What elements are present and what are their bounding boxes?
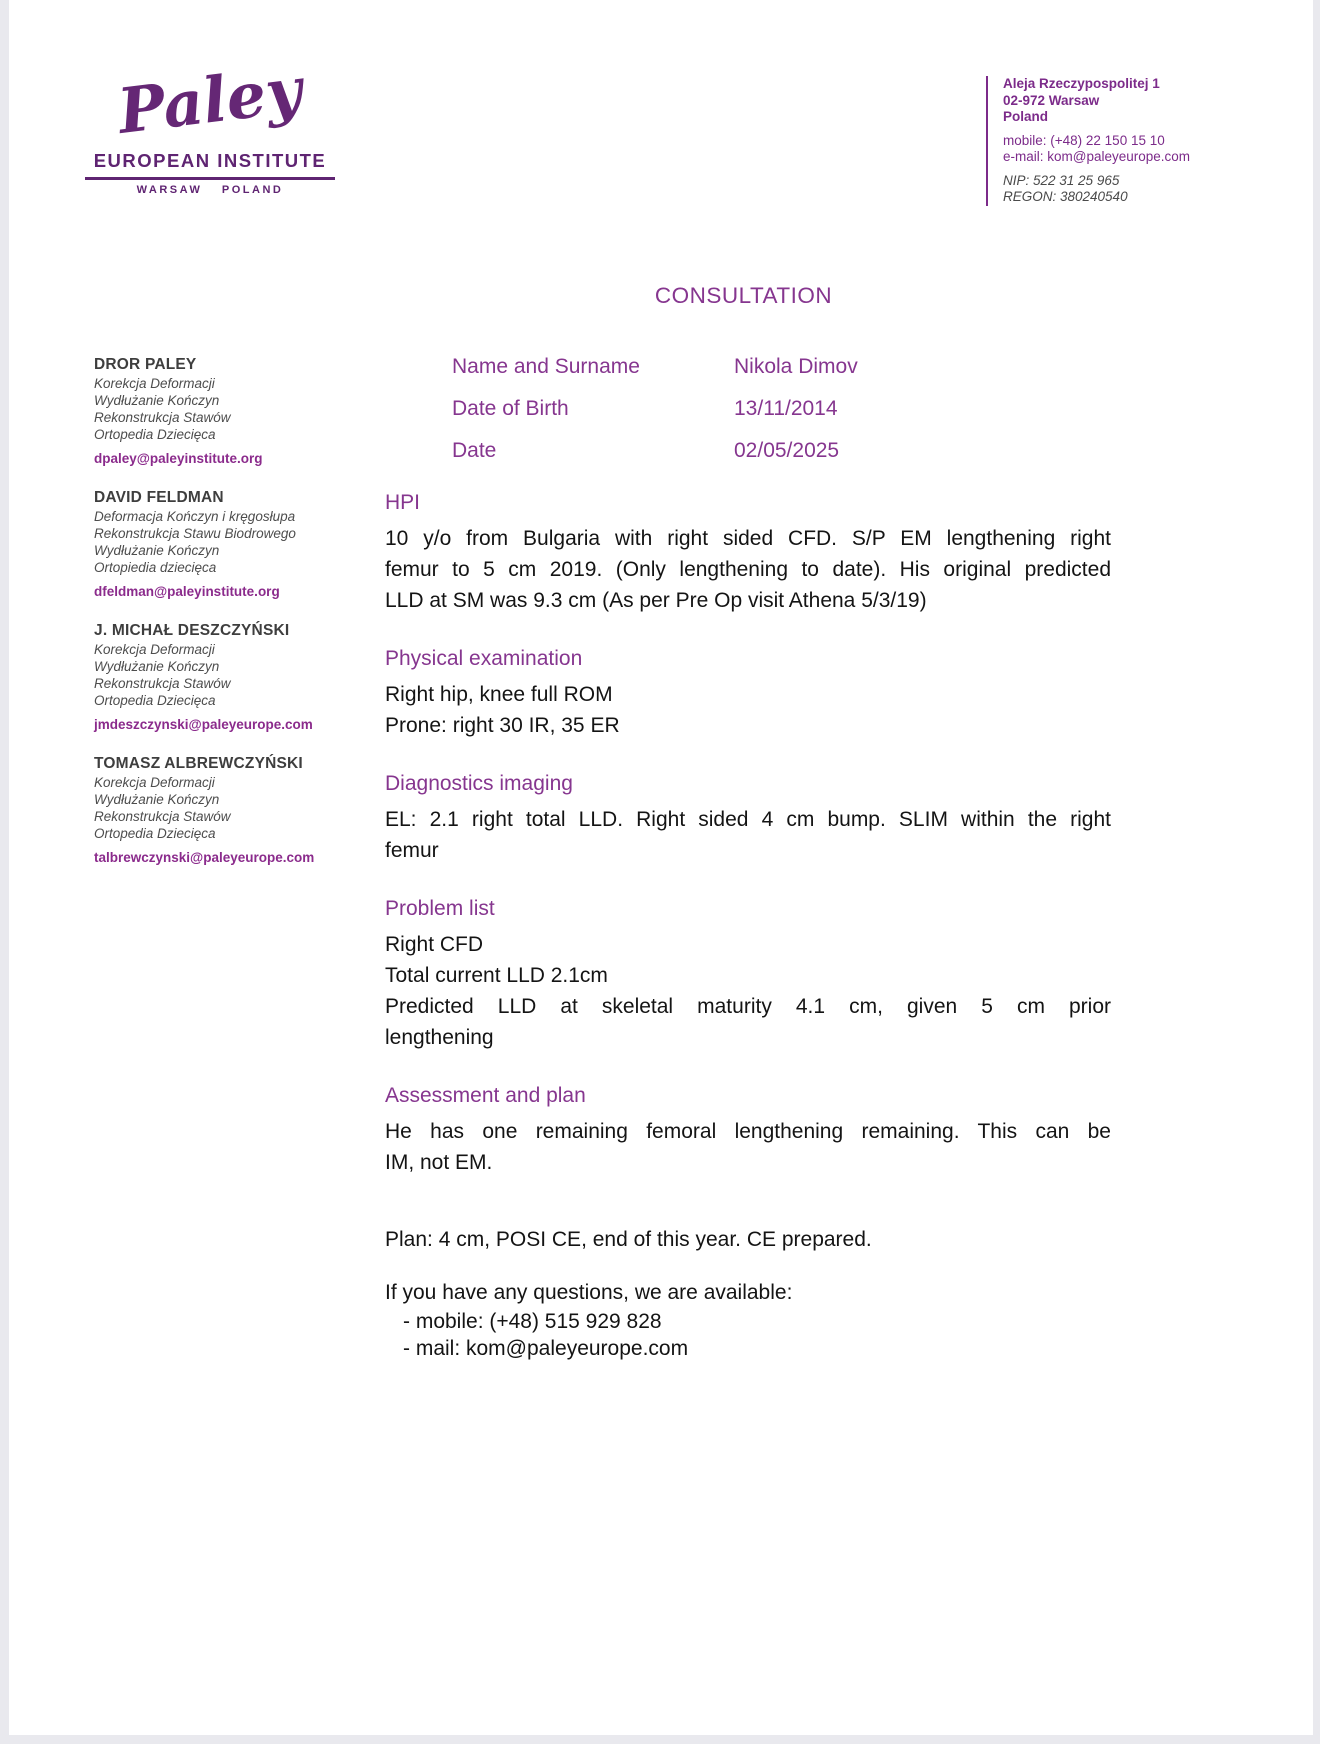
patient-field-label: Date of Birth [452, 397, 569, 420]
document-page [9, 0, 1313, 1735]
logo-location-text: WARSAW POLAND [136, 184, 284, 196]
doctor-name: TOMASZ ALBREWCZYŃSKI [94, 755, 303, 772]
doctor-specialty: Rekonstrukcja Stawów [94, 676, 231, 691]
patient-field-label: Name and Surname [452, 355, 640, 378]
diagnostics-text: EL: 2.1 right total LLD. Right sided 4 cm bump. SLIM within the right [385, 808, 1111, 831]
doctor-specialty: Rekonstrukcja Stawów [94, 809, 231, 824]
section-heading-diagnostics: Diagnostics imaging [385, 772, 573, 795]
section-heading-assessment: Assessment and plan [385, 1084, 586, 1107]
section-heading-physical: Physical examination [385, 647, 583, 670]
doctor-specialty: Deformacja Kończyn i kręgosłupa [94, 509, 296, 524]
doctor-card [94, 355, 374, 467]
document-title: CONSULTATION [654, 283, 833, 308]
physical-text: Right hip, knee full ROM [385, 683, 613, 706]
assessment-text: He has one remaining femoral lengthening remaining. This can be [385, 1120, 1111, 1143]
doctor-specialty: Wydłużanie Kończyn [94, 393, 220, 408]
contact-nip: NIP: 522 31 25 965 [1003, 172, 1120, 188]
doctor-specialty: Ortopedia Dziecięca [94, 427, 216, 442]
doctor-specialty: Rekonstrukcja Stawów [94, 410, 231, 425]
doctor-email-link[interactable]: dfeldman@paleyinstitute.org [94, 584, 280, 599]
paley-logo [85, 53, 335, 196]
patient-field-value: 13/11/2014 [734, 397, 838, 420]
doctor-specialty: Korekcja Deformacji [94, 642, 215, 657]
contact-address-line2: 02-972 Warsaw [1003, 92, 1100, 108]
contact-address-line3: Poland [1003, 109, 1049, 124]
doctor-specialty: Korekcja Deformacji [94, 775, 215, 790]
doctor-specialty: Wydłużanie Kończyn [94, 792, 220, 807]
patient-field-value: 02/05/2025 [734, 439, 840, 462]
patient-row [385, 430, 1111, 472]
section-heading-problem-list: Problem list [385, 897, 495, 920]
doctor-specialty: Ortopiedia dziecięca [94, 560, 217, 575]
contact-email[interactable]: e-mail: kom@paleyeurope.com [1003, 149, 1191, 164]
patient-row [385, 388, 1111, 430]
contact-address-line1: Aleja Rzeczypospolitej 1 [1003, 76, 1160, 91]
doctor-specialty: Ortopedia Dziecięca [94, 693, 216, 708]
doctor-specialty: Wydłużanie Kończyn [94, 659, 220, 674]
doctor-card [94, 621, 374, 733]
diagnostics-text: femur [385, 839, 439, 862]
problem-item: Total current LLD 2.1cm [385, 964, 608, 987]
questions-intro: If you have any questions, we are available: [385, 1281, 793, 1304]
doctor-specialty: Wydłużanie Kończyn [94, 543, 220, 558]
physical-text: Prone: right 30 IR, 35 ER [385, 714, 620, 737]
patient-field-value: Nikola Dimov [734, 355, 858, 378]
patient-info [385, 346, 1111, 472]
doctor-name: DAVID FELDMAN [94, 489, 224, 506]
patient-field-label: Date [452, 439, 497, 462]
patient-row [385, 346, 1111, 388]
hpi-text: 10 y/o from Bulgaria with right sided CFD. S/P EM lengthening right [385, 527, 1111, 550]
assessment-text: IM, not EM. [385, 1151, 493, 1174]
doctor-specialty: Rekonstrukcja Stawu Biodrowego [94, 526, 296, 541]
contact-block [986, 76, 1233, 206]
section-heading-hpi: HPI [385, 491, 421, 514]
questions-mobile: - mobile: (+48) 515 929 828 [403, 1310, 662, 1333]
questions-mail[interactable]: - mail: kom@paleyeurope.com [403, 1337, 689, 1360]
doctors-sidebar [94, 355, 374, 887]
doctor-name: DROR PALEY [94, 356, 197, 373]
doctor-specialty: Ortopedia Dziecięca [94, 826, 216, 841]
doctor-specialty: Korekcja Deformacji [94, 376, 215, 391]
hpi-text: femur to 5 cm 2019. (Only lengthening to date). His original predicted [385, 558, 1111, 581]
plan-text: Plan: 4 cm, POSI CE, end of this year. CE prepared. [385, 1228, 872, 1251]
contact-regon: REGON: 380240540 [1003, 189, 1128, 204]
hpi-text: LLD at SM was 9.3 cm (As per Pre Op visit Athena 5/3/19) [385, 589, 927, 612]
doctor-email-link[interactable]: talbrewczynski@paleyeurope.com [94, 850, 315, 865]
doctor-email-link[interactable]: dpaley@paleyinstitute.org [94, 451, 263, 466]
doctor-card [94, 488, 374, 600]
problem-item: Right CFD [385, 933, 484, 956]
doctor-card [94, 754, 374, 866]
paley-logo-script-icon: Paley [114, 53, 306, 148]
doctor-name: J. MICHAŁ DESZCZYŃSKI [94, 622, 290, 639]
problem-item: Predicted LLD at skeletal maturity 4.1 cm, given 5 cm prior [385, 995, 1111, 1018]
problem-item: lengthening [385, 1026, 494, 1049]
consultation-body [385, 487, 1111, 1362]
doctor-email-link[interactable]: jmdeszczynski@paleyeurope.com [94, 717, 313, 732]
contact-mobile: mobile: (+48) 22 150 15 10 [1003, 132, 1165, 148]
logo-institute-text: EUROPEAN INSTITUTE [85, 150, 335, 180]
